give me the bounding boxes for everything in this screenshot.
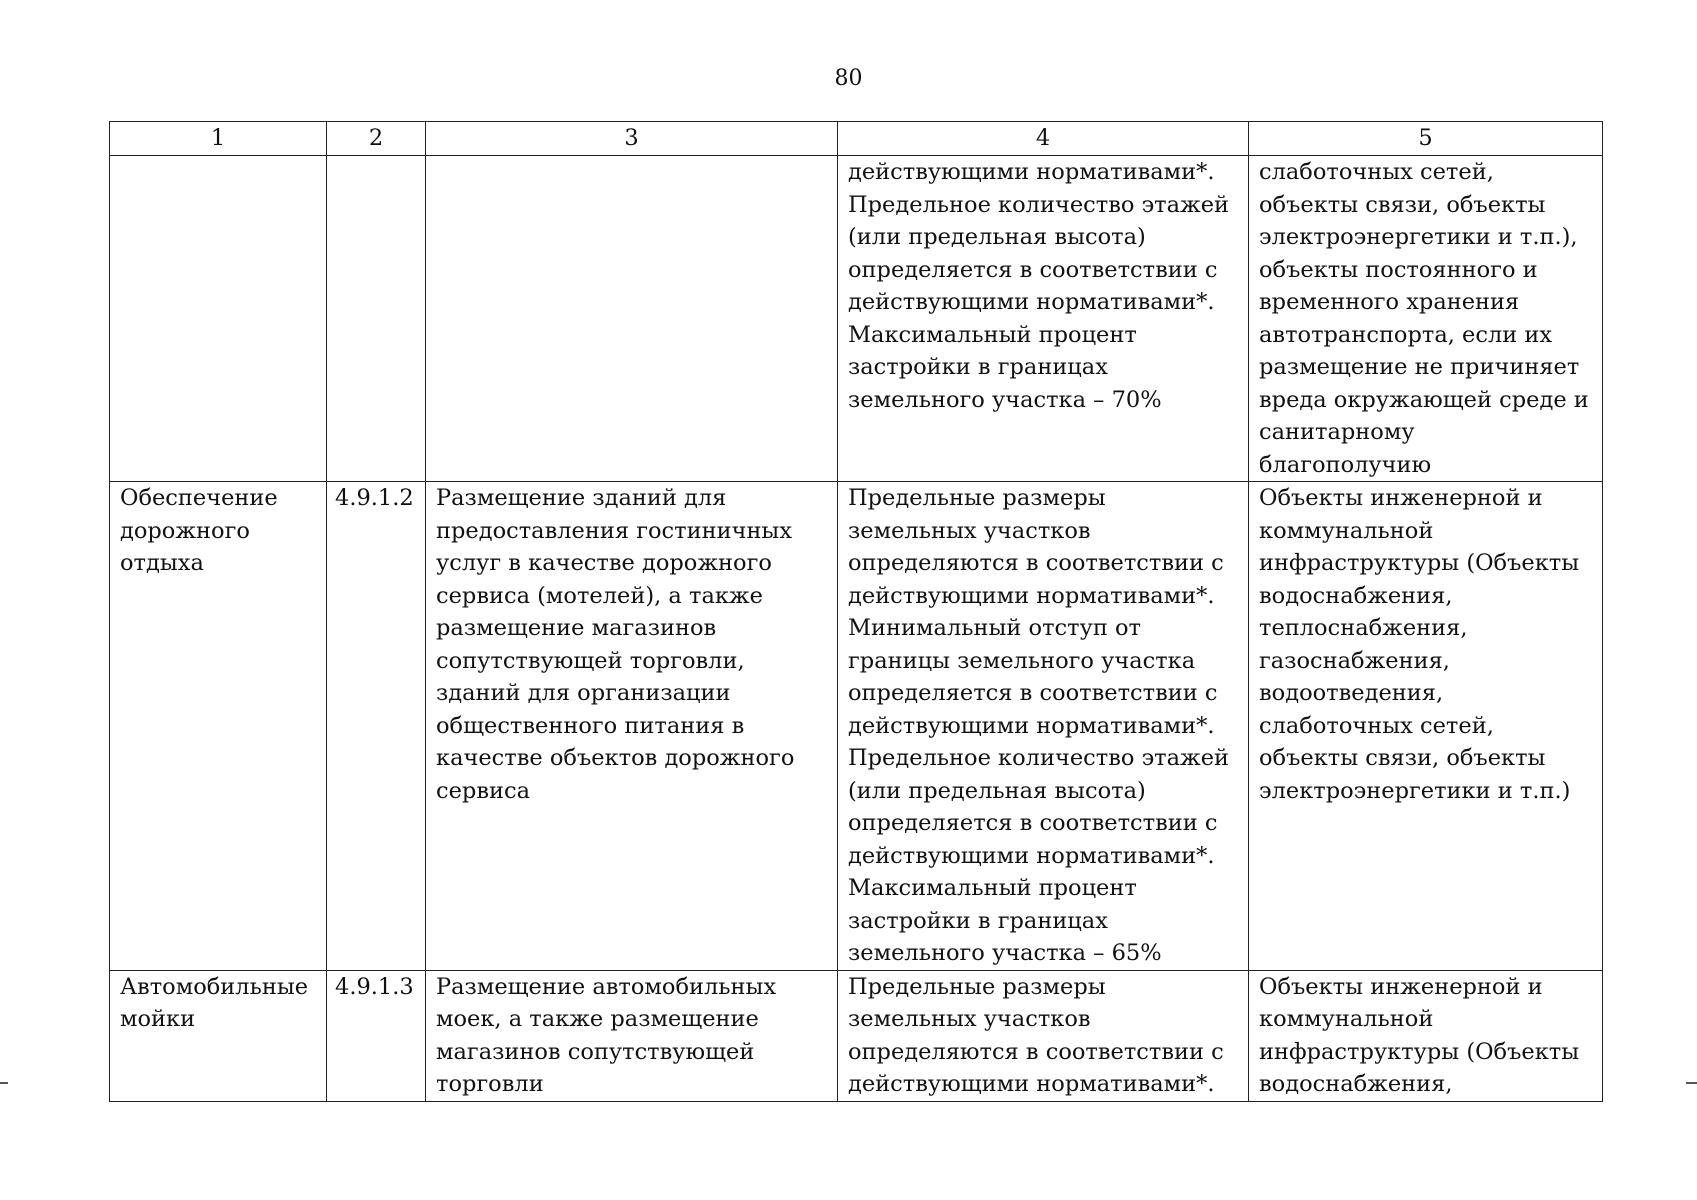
cell-description bbox=[426, 156, 838, 482]
cell-parameters: Предельные размеры земельных участков определяются в соответствии с действующими нормативами*. Минимальный отступ от границы земельного участка определяется в соответствии с действующими нормативами*. Предельное количество этажей (или предельная высота) определяется в соответствии с действующими нормативами*. Максимальный процент застройки в границах земельного участка – 65% bbox=[838, 482, 1249, 971]
scan-mark-left bbox=[0, 1082, 8, 1084]
cell-use-type: Автомобильные мойки bbox=[110, 970, 327, 1101]
column-header-3: 3 bbox=[426, 122, 838, 156]
cell-use-type bbox=[110, 156, 327, 482]
table-row bbox=[110, 482, 1603, 971]
table-row bbox=[110, 156, 1603, 482]
cell-description: Размещение автомобильных моек, а также размещение магазинов сопутствующей торговли bbox=[426, 970, 838, 1101]
cell-auxiliary-uses: слаботочных сетей, объекты связи, объекты электроэнергетики и т.п.), объекты постоянного и временного хранения автотранспорта, если их размещение не причиняет вреда окружающей среде и санитарному благополучию bbox=[1249, 156, 1603, 482]
regulations-table bbox=[109, 121, 1603, 1102]
scan-mark-right bbox=[1686, 1082, 1697, 1084]
cell-code: 4.9.1.2 bbox=[327, 482, 426, 971]
cell-parameters: действующими нормативами*. Предельное количество этажей (или предельная высота) определяется в соответствии с действующими нормативами*. Максимальный процент застройки в границах земельного участка – 70% bbox=[838, 156, 1249, 482]
column-header-4: 4 bbox=[838, 122, 1249, 156]
column-header-5: 5 bbox=[1249, 122, 1603, 156]
cell-description: Размещение зданий для предоставления гостиничных услуг в качестве дорожного сервиса (мотелей), а также размещение магазинов сопутствующей торговли, зданий для организации общественного питания в качестве объектов дорожного сервиса bbox=[426, 482, 838, 971]
column-header-1: 1 bbox=[110, 122, 327, 156]
cell-use-type: Обеспечение дорожного отдыха bbox=[110, 482, 327, 971]
table-row bbox=[110, 970, 1603, 1101]
table-header-row bbox=[110, 122, 1603, 156]
cell-auxiliary-uses: Объекты инженерной и коммунальной инфраструктуры (Объекты водоснабжения, теплоснабжения, газоснабжения, водоотведения, слаботочных сетей, объекты связи, объекты электроэнергетики и т.п.) bbox=[1249, 482, 1603, 971]
page-number: 80 bbox=[834, 66, 863, 91]
column-header-2: 2 bbox=[327, 122, 426, 156]
cell-parameters: Предельные размеры земельных участков определяются в соответствии с действующими нормативами*. bbox=[838, 970, 1249, 1101]
cell-code bbox=[327, 156, 426, 482]
cell-auxiliary-uses: Объекты инженерной и коммунальной инфраструктуры (Объекты водоснабжения, bbox=[1249, 970, 1603, 1101]
cell-code: 4.9.1.3 bbox=[327, 970, 426, 1101]
